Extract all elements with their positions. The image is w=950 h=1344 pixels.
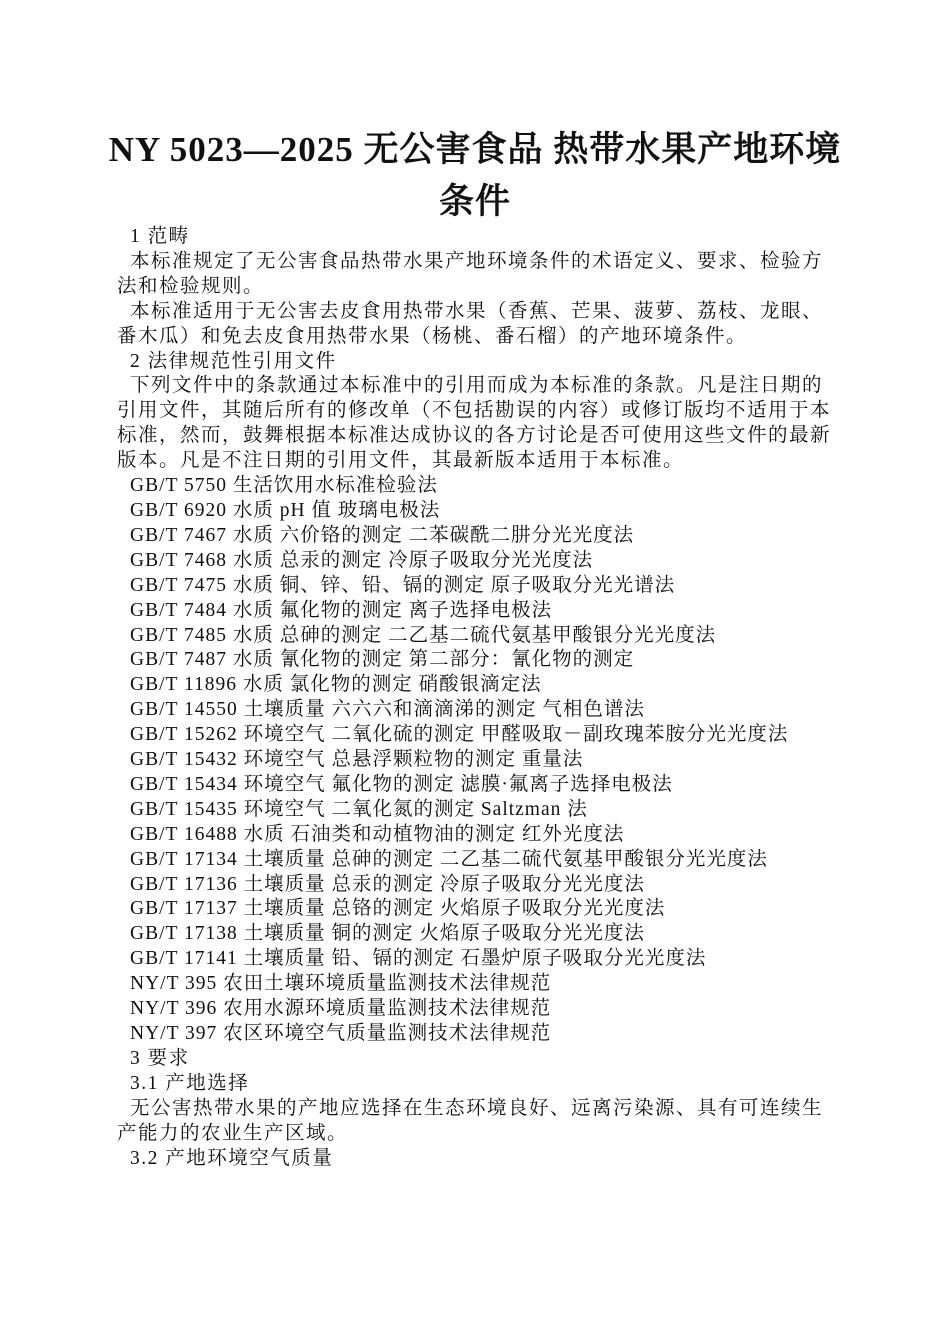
reference-item: GB/T 15435 环境空气 二氧化氮的测定 Saltzman 法 [130,798,588,820]
section-heading: 2 法律规范性引用文件 [130,350,337,372]
paragraph: 下列文件中的条款通过本标准中的引用而成为本标准的条款。凡是注日期的引用文件，其随后所有的修改单（不包括勘误的内容）或修订版均不适用于本标准，然而，鼓舞根据本标准达成协议的各方讨论是否可使用这些文件的最新版本。凡是不注日期的引用文件，其最新版本适用于本标准。 [117,375,832,472]
section-heading: 3 要求 [130,1047,190,1069]
reference-item: GB/T 7484 水质 氟化物的测定 离子选择电极法 [130,599,553,621]
reference-item: GB/T 7467 水质 六价铬的测定 二苯碳酰二肼分光光度法 [130,524,635,546]
subsection-heading: 3.2 产地环境空气质量 [130,1147,334,1169]
reference-item: GB/T 7487 水质 氰化物的测定 第二部分：氰化物的测定 [130,649,635,671]
reference-item: GB/T 5750 生活饮用水标准检验法 [130,475,438,497]
reference-item: NY/T 397 农区环境空气质量监测技术法律规范 [130,1023,552,1044]
reference-item: GB/T 17141 土壤质量 铅、镉的测定 石墨炉原子吸取分光光度法 [130,948,707,970]
reference-item: GB/T 7485 水质 总砷的测定 二乙基二硫代氨基甲酸银分光光度法 [130,624,717,646]
reference-item: NY/T 396 农用水源环境质量监测技术法律规范 [130,998,552,1020]
reference-item: GB/T 17137 土壤质量 总铬的测定 火焰原子吸取分光光度法 [130,898,666,920]
document-body [117,225,833,1171]
section-heading: 1 范畴 [130,226,190,247]
reference-item: GB/T 15434 环境空气 氟化物的测定 滤膜·氟离子选择电极法 [130,773,673,795]
reference-item: GB/T 14550 土壤质量 六六六和滴滴涕的测定 气相色谱法 [130,699,645,721]
reference-item: GB/T 17136 土壤质量 总汞的测定 冷原子吸取分光光度法 [130,873,645,895]
reference-item: GB/T 17138 土壤质量 铜的测定 火焰原子吸取分光光度法 [130,923,645,945]
reference-item: GB/T 11896 水质 氯化物的测定 硝酸银滴定法 [130,674,542,696]
paragraph: 无公害热带水果的产地应选择在生态环境良好、远离污染源、具有可连续生产能力的农业生产区域。 [117,1097,824,1144]
reference-item: GB/T 15432 环境空气 总悬浮颗粒物的测定 重量法 [130,749,584,771]
reference-item: NY/T 395 农田土壤环境质量监测技术法律规范 [130,973,552,995]
reference-item: GB/T 16488 水质 石油类和动植物油的测定 红外光度法 [130,823,625,845]
paragraph: 本标准适用于无公害去皮食用热带水果（香蕉、芒果、菠萝、荔枝、龙眼、番木瓜）和免去皮食用热带水果（杨桃、番石榴）的产地环境条件。 [117,300,824,347]
reference-item: GB/T 17134 土壤质量 总砷的测定 二乙基二硫代氨基甲酸银分光光度法 [130,848,768,870]
subsection-heading: 3.1 产地选择 [130,1072,250,1094]
paragraph: 本标准规定了无公害食品热带水果产地环境条件的术语定义、要求、检验方法和检验规则。 [117,250,824,297]
reference-item: GB/T 7475 水质 铜、锌、铅、镉的测定 原子吸取分光光谱法 [130,574,676,596]
reference-item: GB/T 15262 环境空气 二氧化硫的测定 甲醛吸取－副玫瑰苯胺分光光度法 [130,724,789,746]
document-title: NY 5023—2025 无公害食品 热带水果产地环境条件 [108,130,842,221]
reference-item: GB/T 7468 水质 总汞的测定 冷原子吸取分光光度法 [130,549,594,571]
reference-item: GB/T 6920 水质 pH 值 玻璃电极法 [130,499,441,521]
